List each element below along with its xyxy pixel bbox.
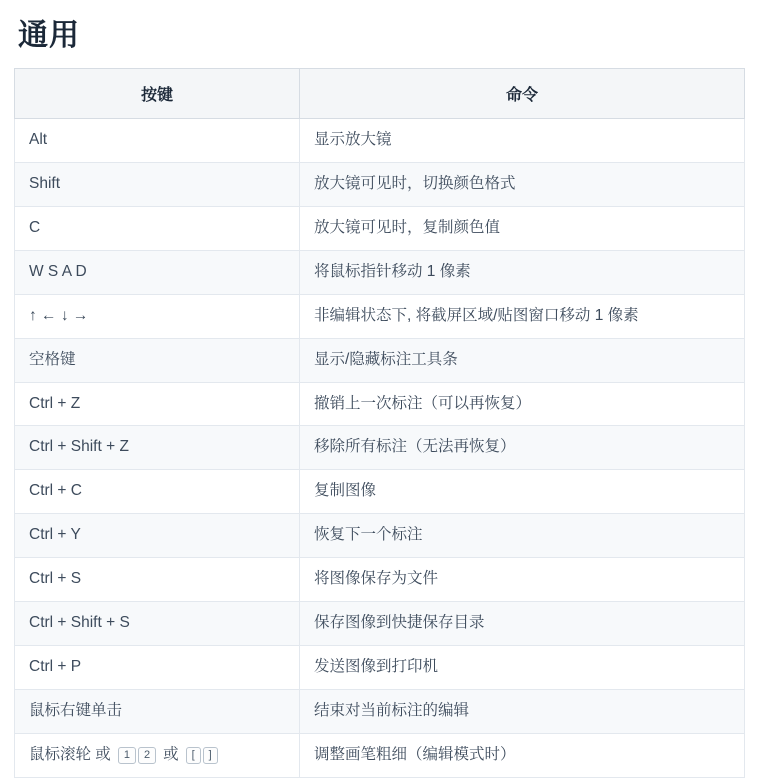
table-row (15, 602, 745, 646)
shortcut-command: 非编辑状态下, 将截屏区域/贴图窗口移动 1 像素 (300, 294, 745, 338)
shortcut-key: ↑ ← ↓ → (15, 294, 300, 338)
keycap-bracket-left: [ (186, 747, 201, 764)
table-row (15, 162, 745, 206)
shortcut-command: 结束对当前标注的编辑 (300, 689, 745, 733)
shortcut-key: Ctrl + Z (15, 382, 300, 426)
shortcut-command: 移除所有标注（无法再恢复） (300, 426, 745, 470)
keycap-2: 2 (138, 747, 156, 764)
shortcut-key: Ctrl + P (15, 646, 300, 690)
table-row (15, 294, 745, 338)
shortcut-command: 发送图像到打印机 (300, 646, 745, 690)
table-row (15, 689, 745, 733)
shortcut-command: 将鼠标指针移动 1 像素 (300, 250, 745, 294)
shortcut-command: 恢复下一个标注 (300, 514, 745, 558)
key-middle-label: 或 (163, 745, 179, 763)
shortcut-command: 复制图像 (300, 470, 745, 514)
shortcut-command: 将图像保存为文件 (300, 558, 745, 602)
shortcut-key: Ctrl + S (15, 558, 300, 602)
keycap-bracket-right: ] (203, 747, 218, 764)
shortcut-command: 显示放大镜 (300, 119, 745, 163)
shortcut-key: Shift (15, 162, 300, 206)
shortcut-command: 撤销上一次标注（可以再恢复） (300, 382, 745, 426)
shortcut-key: 鼠标右键单击 (15, 689, 300, 733)
key-prefix-label: 鼠标滚轮 或 (29, 745, 111, 763)
table-row (15, 426, 745, 470)
shortcut-key: W S A D (15, 250, 300, 294)
table-row (15, 206, 745, 250)
shortcut-key-composite (15, 733, 300, 777)
column-header-key: 按键 (15, 69, 300, 119)
shortcut-command: 显示/隐藏标注工具条 (300, 338, 745, 382)
page-title: 通用 (18, 19, 80, 52)
table-row (15, 514, 745, 558)
table-row (15, 382, 745, 426)
shortcut-command: 放大镜可见时，复制颜色值 (300, 206, 745, 250)
shortcut-key: 空格键 (15, 338, 300, 382)
keycap-1: 1 (118, 747, 136, 764)
shortcut-key: Ctrl + C (15, 470, 300, 514)
shortcut-command: 调整画笔粗细（编辑模式时） (300, 733, 745, 777)
shortcut-command: 保存图像到快捷保存目录 (300, 602, 745, 646)
table-row (15, 646, 745, 690)
column-header-command: 命令 (300, 69, 745, 119)
table-header-row (15, 69, 745, 119)
shortcut-key: Ctrl + Y (15, 514, 300, 558)
shortcut-key: Ctrl + Shift + S (15, 602, 300, 646)
table-row-last (15, 733, 745, 777)
table-row (15, 558, 745, 602)
shortcut-key: Alt (15, 119, 300, 163)
shortcut-key: Ctrl + Shift + Z (15, 426, 300, 470)
shortcut-key: C (15, 206, 300, 250)
shortcuts-table (14, 68, 745, 778)
table-row (15, 470, 745, 514)
table-row (15, 250, 745, 294)
shortcut-command: 放大镜可见时，切换颜色格式 (300, 162, 745, 206)
table-row (15, 119, 745, 163)
table-row (15, 338, 745, 382)
